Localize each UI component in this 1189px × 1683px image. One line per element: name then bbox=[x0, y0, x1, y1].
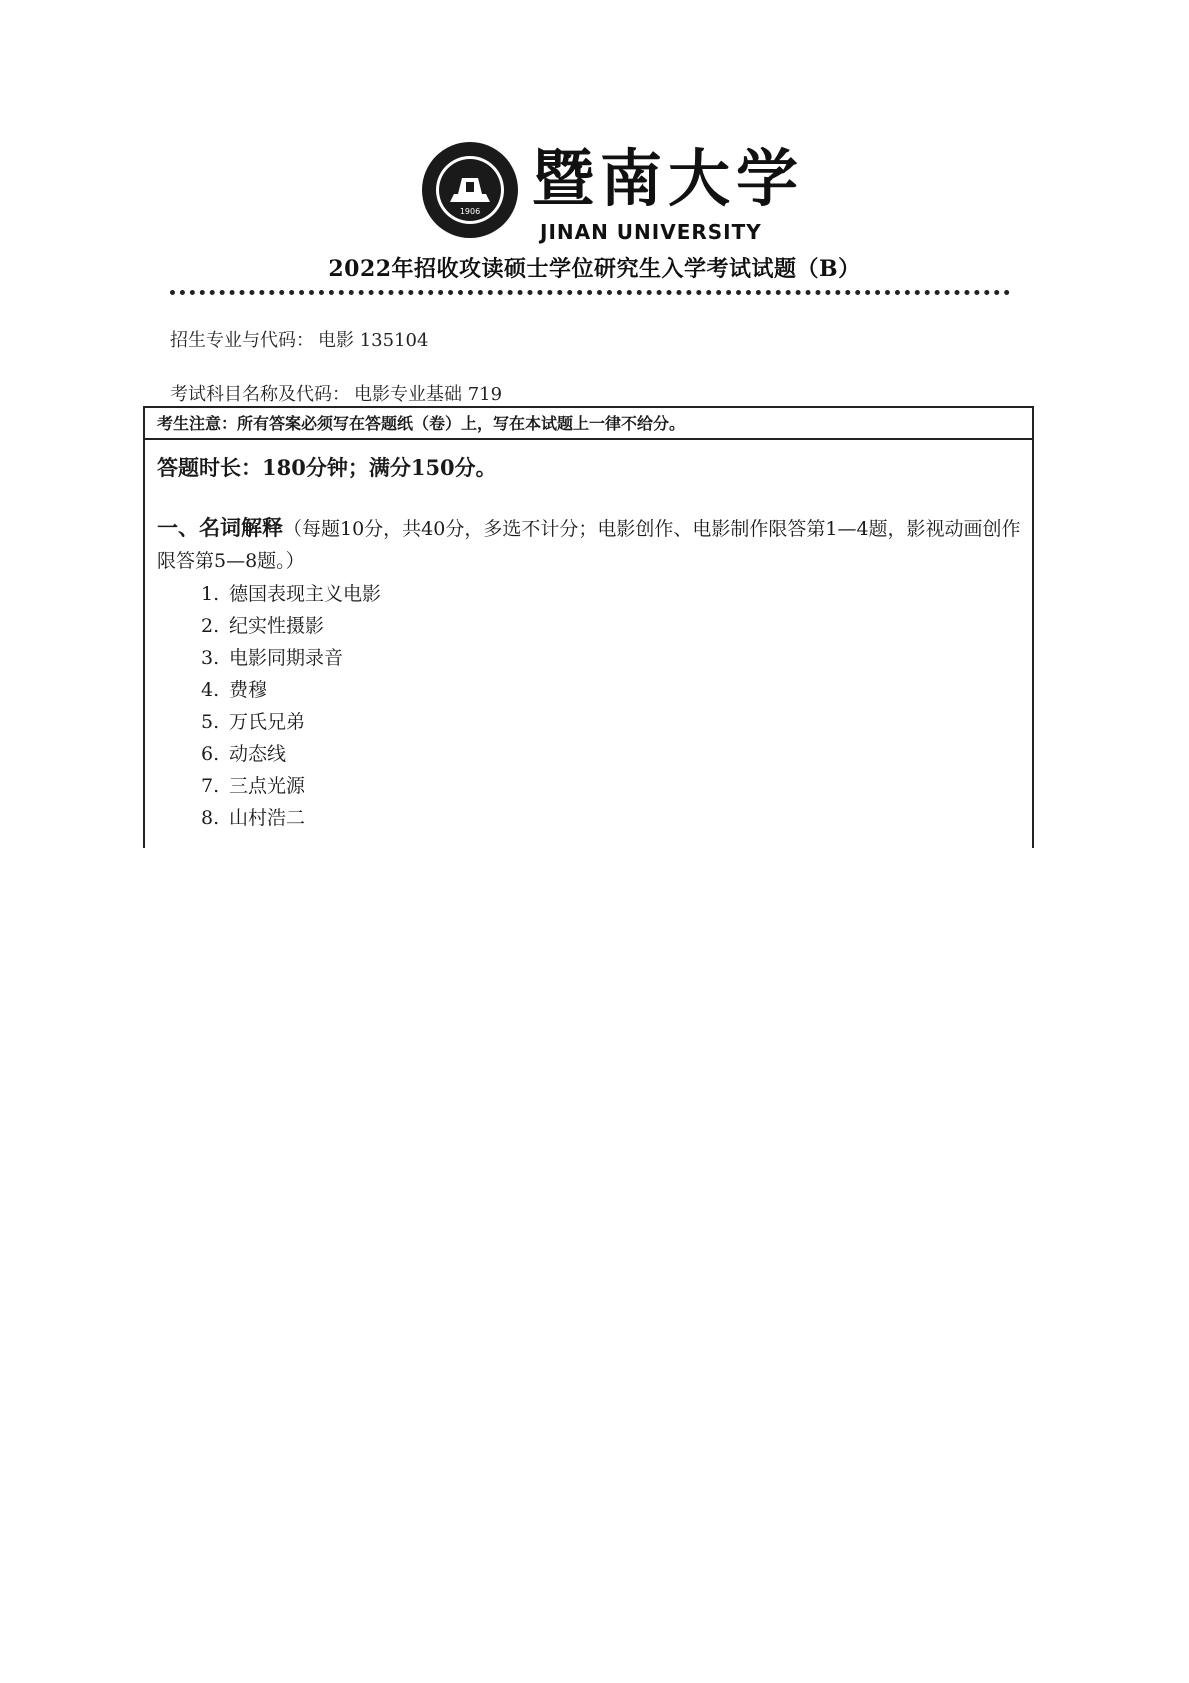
subject-line bbox=[170, 380, 502, 406]
dotted-divider bbox=[170, 290, 1010, 295]
list-item: 3. 电影同期录音 bbox=[201, 647, 344, 669]
university-name-en: JINAN UNIVERSITY bbox=[540, 220, 762, 244]
major-value: 电影 135104 bbox=[318, 330, 429, 351]
subject-value: 电影专业基础 719 bbox=[354, 384, 503, 405]
question-box bbox=[143, 406, 1034, 848]
candidate-notice: 考生注意：所有答案必须写在答题纸（卷）上，写在本试题上一律不给分。 bbox=[145, 408, 1032, 440]
subject-label: 考试科目名称及代码： bbox=[170, 384, 350, 405]
major-label: 招生专业与代码： bbox=[170, 330, 314, 351]
term-list bbox=[201, 578, 381, 834]
university-logo bbox=[420, 140, 805, 250]
list-item: 2. 纪实性摄影 bbox=[201, 615, 325, 637]
section-1-instructions: （每题10分，共40分，多选不计分；电影创作、电影制作限答第1—4题，影视动画创作限答第5—8题。） bbox=[157, 518, 1021, 572]
svg-text:1906: 1906 bbox=[459, 207, 481, 216]
list-item: 7. 三点光源 bbox=[201, 775, 306, 797]
list-item: 5. 万氏兄弟 bbox=[201, 711, 306, 733]
exam-duration: 答题时长：180分钟；满分150分。 bbox=[157, 455, 497, 480]
list-item: 4. 费穆 bbox=[201, 679, 268, 701]
list-item: 8. 山村浩二 bbox=[201, 807, 306, 829]
section-1-title: 一、名词解释 bbox=[157, 515, 283, 540]
major-line bbox=[170, 326, 428, 352]
section-1-header bbox=[157, 512, 1027, 577]
exam-title: 2022年招收攻读硕士学位研究生入学考试试题（B） bbox=[328, 256, 861, 282]
university-name-cn: 暨南大学 bbox=[532, 142, 805, 215]
university-seal-icon bbox=[420, 140, 520, 240]
list-item: 6. 动态线 bbox=[201, 743, 287, 765]
list-item: 1. 德国表现主义电影 bbox=[201, 583, 382, 605]
